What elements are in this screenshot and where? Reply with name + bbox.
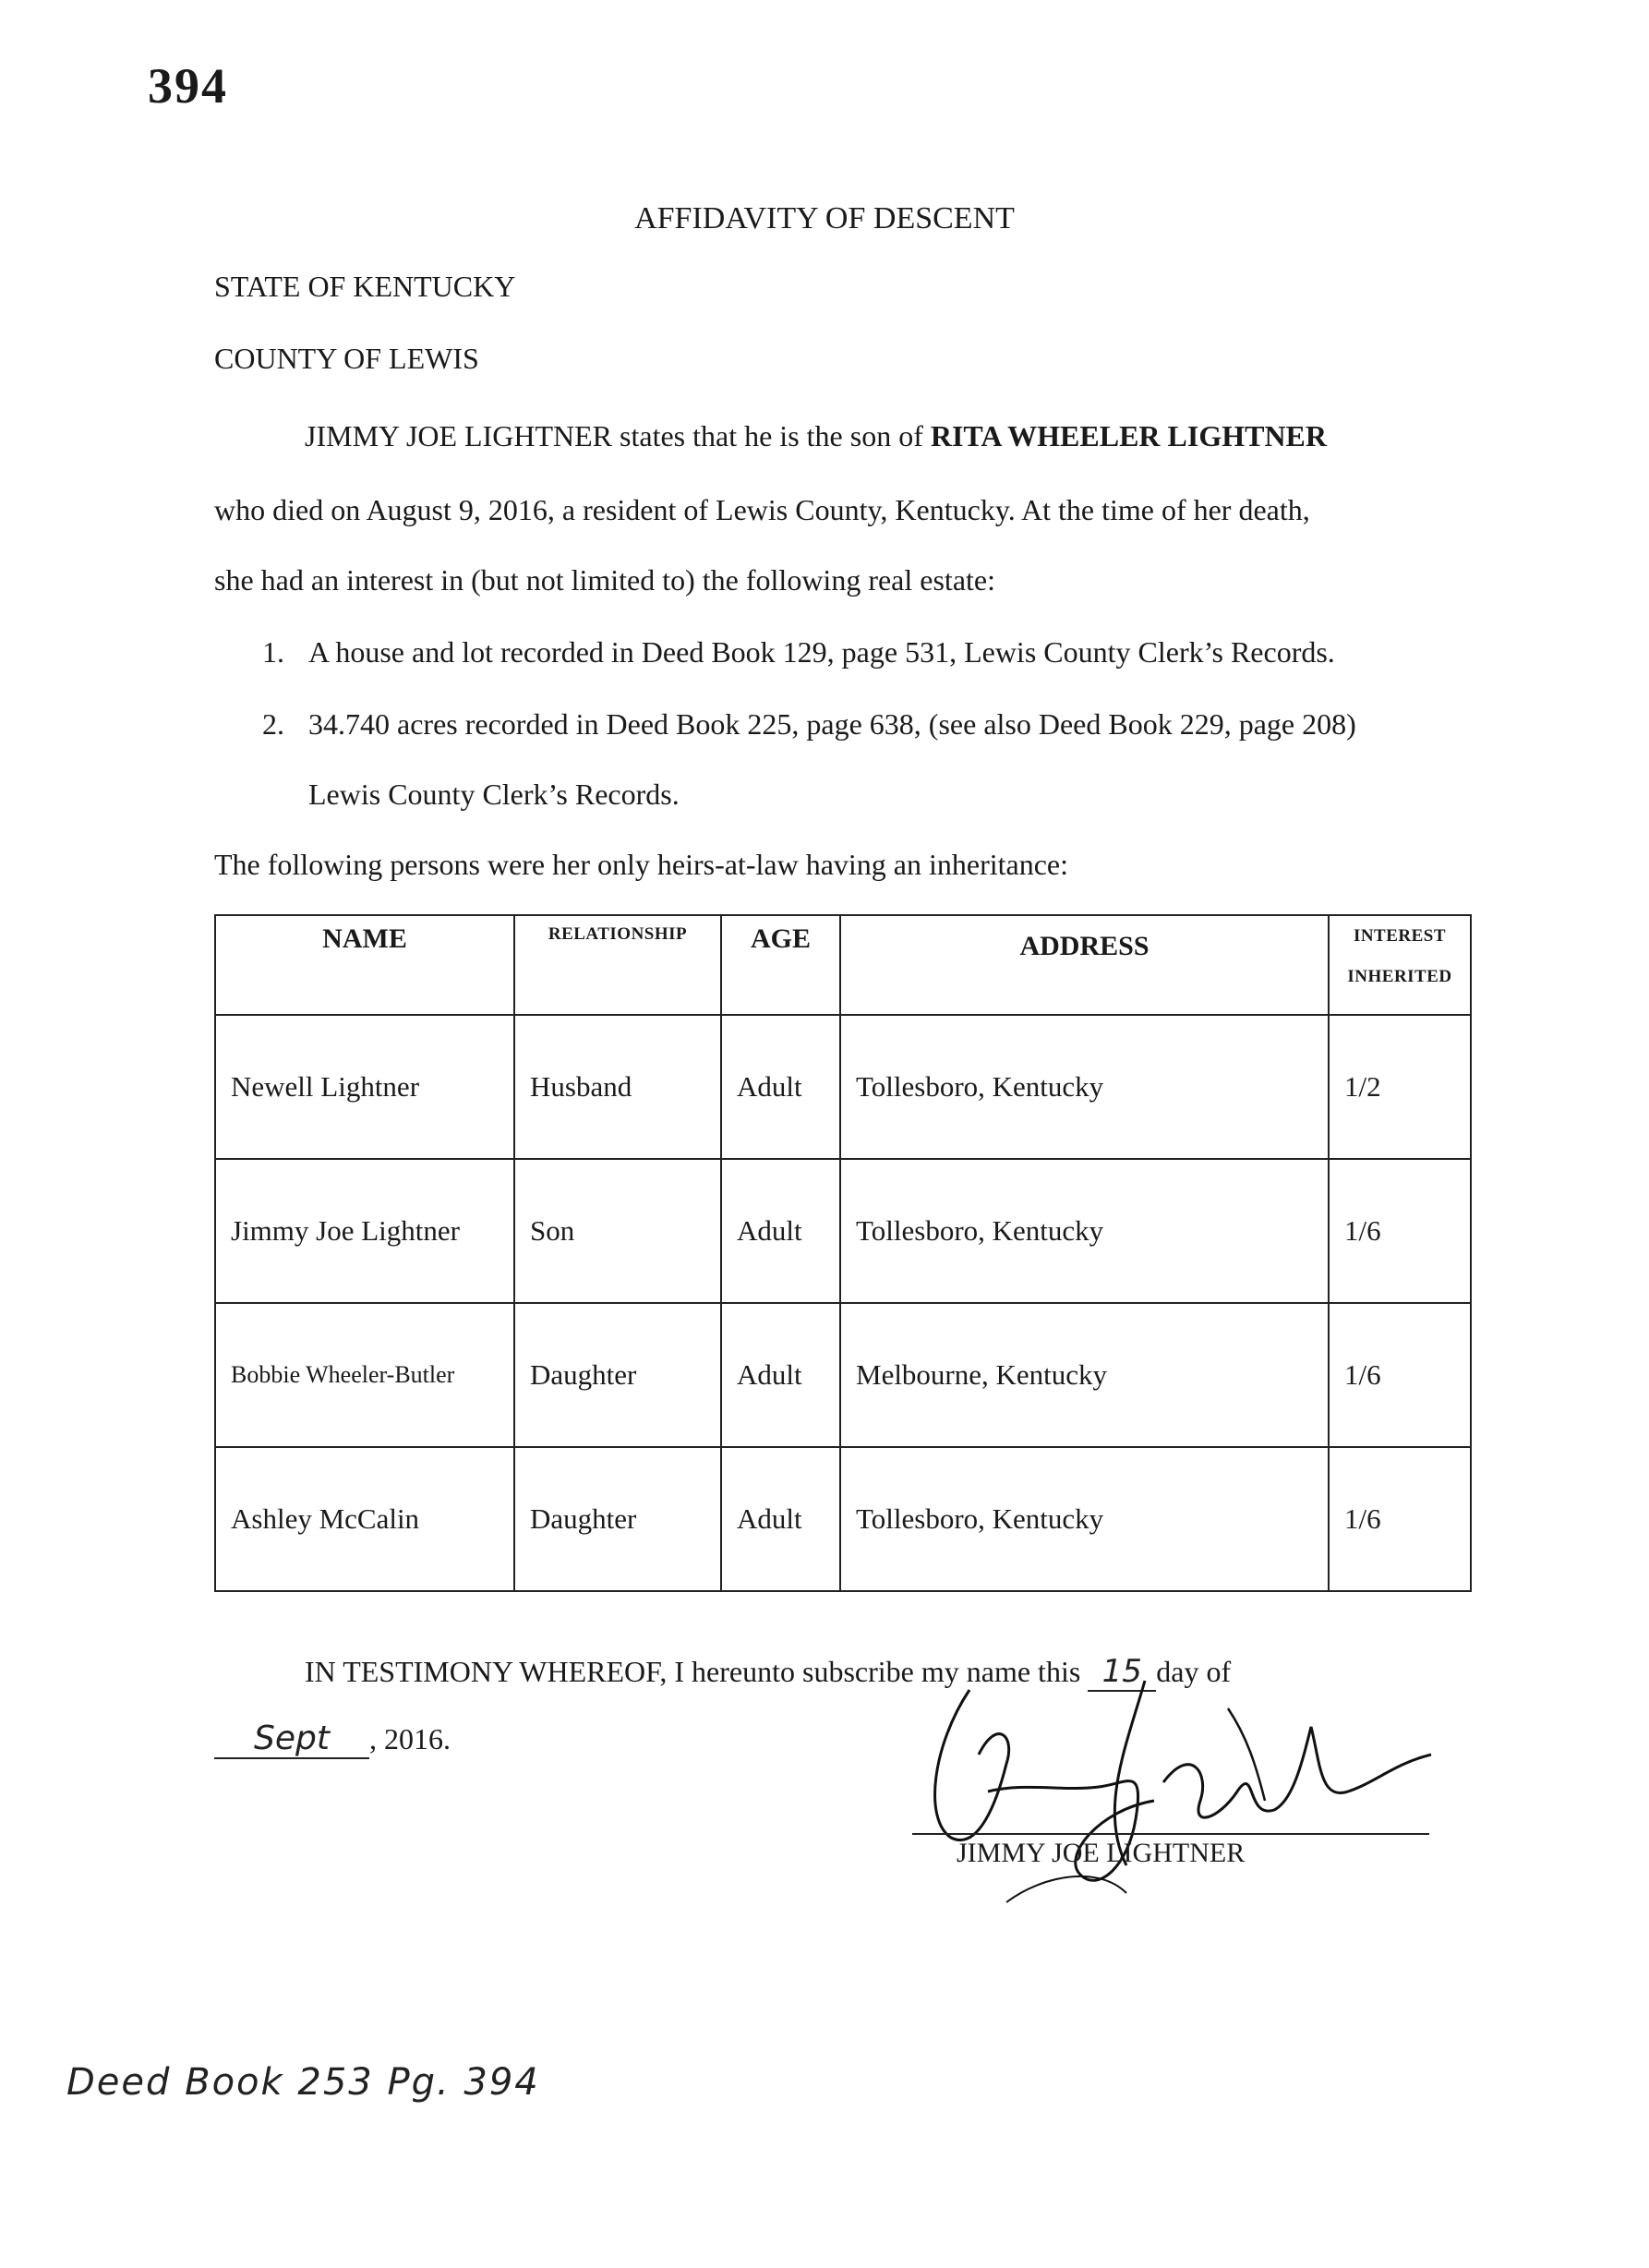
cell-relationship: Daughter — [514, 1303, 721, 1447]
header-address: ADDRESS — [840, 915, 1329, 1015]
handwritten-day: 15 — [1101, 1653, 1142, 1690]
table-row — [215, 1303, 1471, 1447]
handwritten-deed-note: Deed Book 253 Pg. 394 — [66, 2061, 540, 2104]
testimony-text: IN TESTIMONY WHEREOF, I hereunto subscribe my name this — [305, 1655, 1081, 1688]
decedent-name: RITA WHEELER LIGHTNER — [930, 419, 1327, 452]
heirs-intro: The following persons were her only heirs-at-law having an inheritance: — [214, 848, 1069, 881]
cell-interest: 1/6 — [1329, 1159, 1471, 1303]
header-interest — [1329, 915, 1471, 1015]
page-number: 394 — [148, 58, 228, 114]
cell-interest: 1/6 — [1329, 1447, 1471, 1591]
header-name: NAME — [215, 915, 514, 1015]
testimony-year: , 2016. — [369, 1722, 451, 1755]
testimony-date-line — [214, 1719, 451, 1759]
intro-line-1 — [305, 419, 1327, 453]
table-row — [215, 1015, 1471, 1159]
intro-text: JIMMY JOE LIGHTNER states that he is the son of — [305, 419, 923, 452]
table-header-row — [215, 915, 1471, 1015]
signature-scribble — [914, 1653, 1450, 1930]
cell-interest: 1/2 — [1329, 1015, 1471, 1159]
cell-address: Tollesboro, Kentucky — [840, 1159, 1329, 1303]
intro-line-2: who died on August 9, 2016, a resident of Lewis County, Kentucky. At the time of her death, — [214, 493, 1310, 526]
header-interest-1: INTEREST — [1353, 926, 1447, 946]
state-line: STATE OF KENTUCKY — [214, 270, 516, 303]
cell-relationship: Husband — [514, 1015, 721, 1159]
month-blank — [214, 1719, 369, 1759]
cell-address: Melbourne, Kentucky — [840, 1303, 1329, 1447]
property-text-1: A house and lot recorded in Deed Book 129, page 531, Lewis County Clerk’s Records. — [308, 635, 1335, 669]
cell-age: Adult — [721, 1447, 840, 1591]
cell-age: Adult — [721, 1159, 840, 1303]
cell-address: Tollesboro, Kentucky — [840, 1447, 1329, 1591]
document-title: AFFIDAVITY OF DESCENT — [634, 201, 1015, 235]
cell-age: Adult — [721, 1015, 840, 1159]
table-row — [215, 1447, 1471, 1591]
testimony-day-of: day of — [1156, 1655, 1232, 1688]
handwritten-month: Sept — [254, 1719, 330, 1757]
county-line: COUNTY OF LEWIS — [214, 342, 479, 375]
cell-age: Adult — [721, 1303, 840, 1447]
signatory-name: JIMMY JOE LIGHTNER — [957, 1838, 1246, 1868]
cell-name: Newell Lightner — [215, 1015, 514, 1159]
header-interest-2: INHERITED — [1347, 967, 1452, 986]
cell-interest: 1/6 — [1329, 1303, 1471, 1447]
heirs-table — [214, 914, 1472, 1592]
cell-address: Tollesboro, Kentucky — [840, 1015, 1329, 1159]
property-number-1: 1. — [262, 635, 284, 669]
signature-line — [912, 1833, 1429, 1835]
property-text-2-cont: Lewis County Clerk’s Records. — [308, 778, 680, 811]
cell-name: Bobbie Wheeler-Butler — [215, 1303, 514, 1447]
header-age: AGE — [721, 915, 840, 1015]
cell-name: Jimmy Joe Lightner — [215, 1159, 514, 1303]
cell-relationship: Son — [514, 1159, 721, 1303]
property-text-2: 34.740 acres recorded in Deed Book 225, page 638, (see also Deed Book 229, page 208) — [308, 707, 1356, 741]
header-relationship: RELATIONSHIP — [514, 915, 721, 1015]
property-number-2: 2. — [262, 707, 284, 741]
intro-line-3: she had an interest in (but not limited to) the following real estate: — [214, 563, 995, 597]
cell-relationship: Daughter — [514, 1447, 721, 1591]
cell-name: Ashley McCalin — [215, 1447, 514, 1591]
table-row — [215, 1159, 1471, 1303]
